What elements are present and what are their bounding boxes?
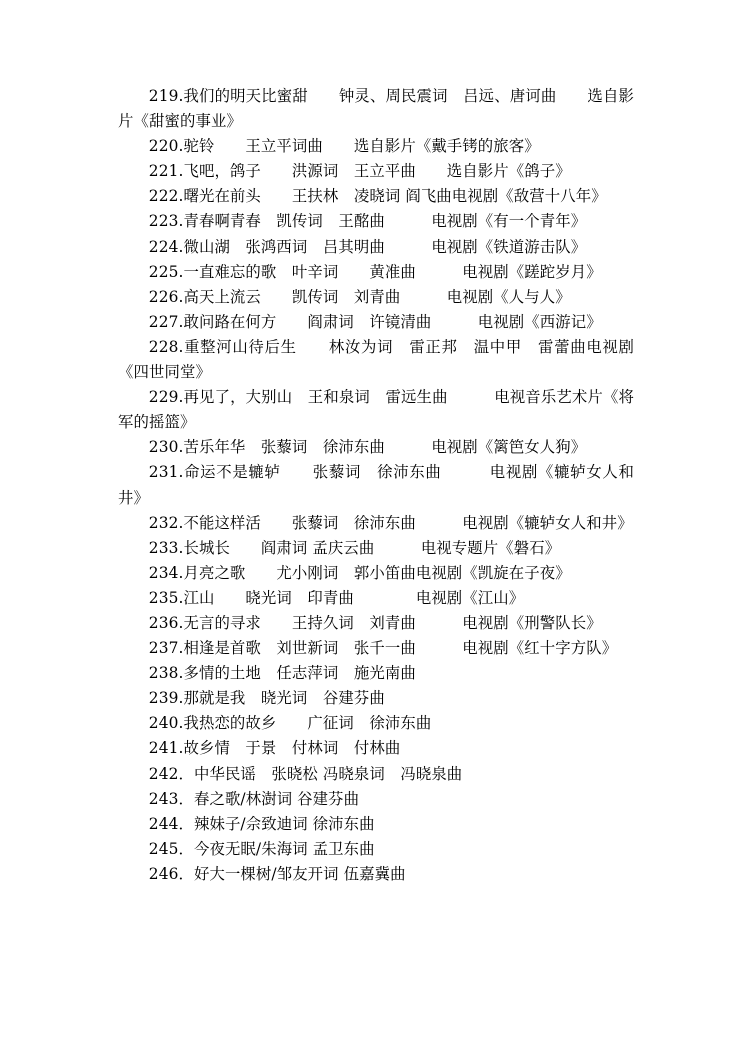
list-item: 244．辣妹子/佘致迪词 徐沛东曲 <box>148 814 375 833</box>
list-item: 234.月亮之歌 尤小刚词 郭小笛曲电视剧《凯旋在子夜》 <box>148 563 571 582</box>
list-item: 241.故乡情 于景 付林词 付林曲 <box>148 739 401 758</box>
list-item: 222.曙光在前头 王扶林 凌晓词 阎飞曲电视剧《敌营十八年》 <box>148 187 607 206</box>
list-item: 233.长城长 阎肃词 孟庆云曲 电视专题片《磐石》 <box>148 538 561 557</box>
list-item: 237.相逢是首歌 刘世新词 张千一曲 电视剧《红十字方队》 <box>148 639 618 658</box>
list-item: 223.青春啊青春 凯传词 王酩曲 电视剧《有一个青年》 <box>148 212 587 231</box>
list-item: 220.驼铃 王立平词曲 选自影片《戴手铐的旅客》 <box>148 137 540 156</box>
list-item: 236.无言的寻求 王持久词 刘青曲 电视剧《刑警队长》 <box>148 613 602 632</box>
list-item: 232.不能这样活 张藜词 徐沛东曲 电视剧《辘轳女人和井》 <box>148 513 633 532</box>
list-item: 231.命运不是辘轳 张藜词 徐沛东曲 电视剧《辘轳女人和井》 <box>118 463 634 507</box>
list-item: 238.多情的土地 任志萍词 施光南曲 <box>148 664 416 683</box>
list-item: 226.高天上流云 凯传词 刘青曲 电视剧《人与人》 <box>148 287 571 306</box>
list-item: 240.我热恋的故乡 广征词 徐沛东曲 <box>148 714 432 733</box>
list-item: 221.飞吧，鸽子 洪源词 王立平曲 选自影片《鸽子》 <box>148 162 571 181</box>
list-item: 246．好大一棵树/邹友开词 伍嘉冀曲 <box>148 864 406 883</box>
list-item: 228.重整河山待后生 林汝为词 雷正邦 温中甲 雷蕾曲电视剧《四世同堂》 <box>118 337 634 382</box>
list-item: 227.敢问路在何方 阎肃词 许镜清曲 电视剧《西游记》 <box>148 312 602 331</box>
list-item: 243．春之歌/林澍词 谷建芬曲 <box>148 789 360 808</box>
list-item: 245．今夜无眠/朱海词 孟卫东曲 <box>148 839 375 858</box>
list-item: 224.微山湖 张鸿西词 吕其明曲 电视剧《铁道游击队》 <box>148 237 587 256</box>
list-item: 219.我们的明天比蜜甜 钟灵、周民震词 吕远、唐诃曲 选自影片《甜蜜的事业》 <box>118 87 634 131</box>
list-item: 225.一直难忘的歌 叶辛词 黄准曲 电视剧《蹉跎岁月》 <box>148 262 602 281</box>
list-item: 239.那就是我 晓光词 谷建芬曲 <box>148 689 385 708</box>
list-item: 229.再见了，大别山 王和泉词 雷远生曲 电视音乐艺术片《将军的摇篮》 <box>118 388 634 432</box>
list-item: 230.苦乐年华 张藜词 徐沛东曲 电视剧《篱笆女人狗》 <box>148 438 587 457</box>
document-text-body <box>118 84 634 887</box>
list-item: 235.江山 晓光词 印青曲 电视剧《江山》 <box>148 588 525 607</box>
list-item: 242．中华民谣 张晓松 冯晓泉词 冯晓泉曲 <box>148 764 463 783</box>
